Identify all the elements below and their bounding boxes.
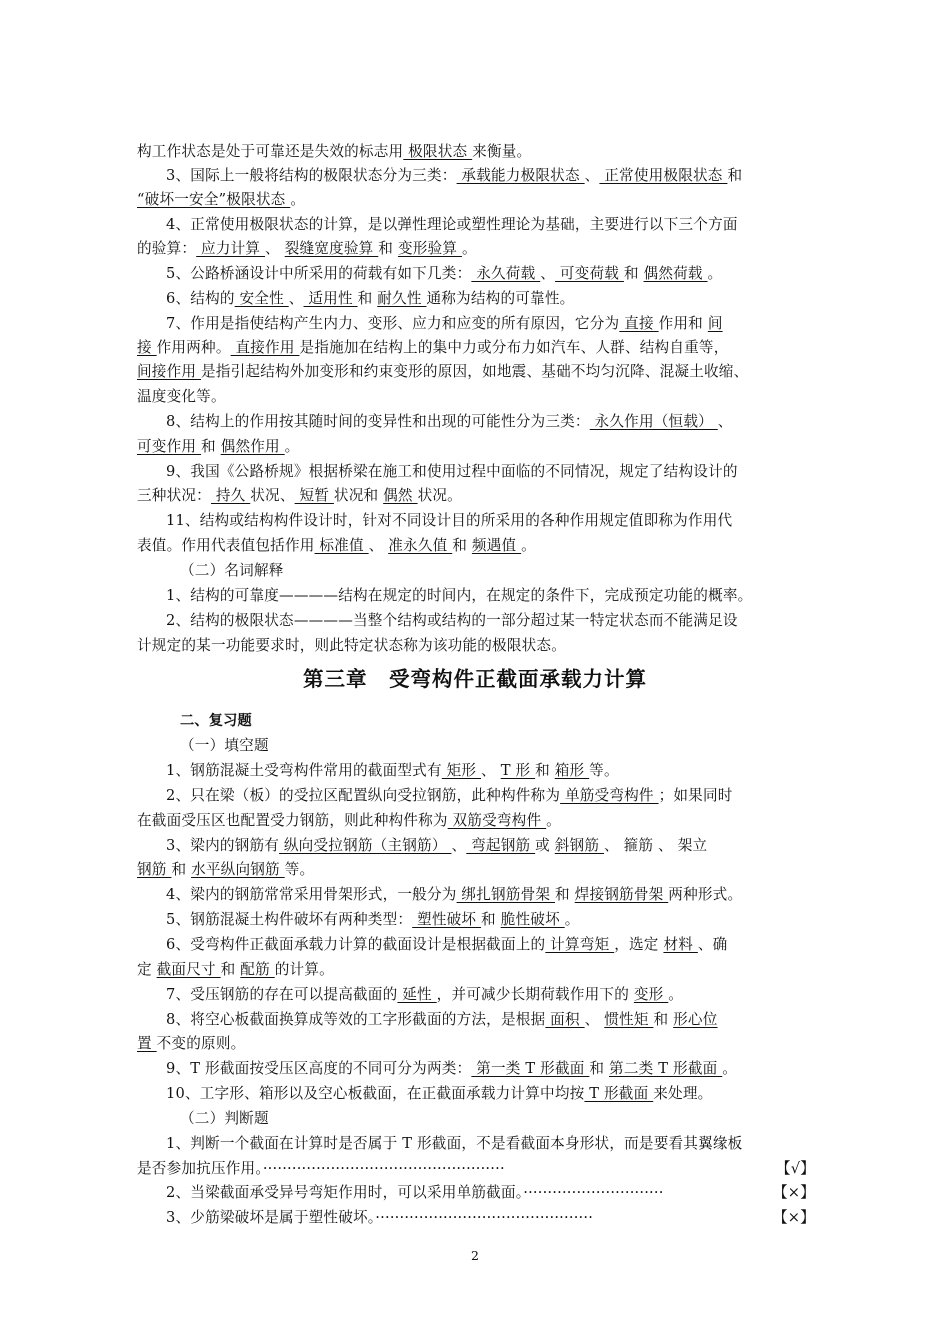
- line-text: 和: [171, 861, 192, 878]
- page-number: 2: [471, 1248, 479, 1263]
- line-text: 、: [481, 762, 501, 779]
- line-text: 。: [546, 812, 561, 829]
- line-text: 、 箍筋 、 架立: [604, 837, 708, 854]
- line-text: 三种状况：: [137, 487, 211, 504]
- line-text: 、: [451, 837, 467, 854]
- line-text: 。: [290, 191, 306, 208]
- answer-blank: 安全性: [234, 290, 289, 307]
- text-line: [137, 634, 815, 658]
- judgement-answer: 【√】: [775, 1160, 815, 1177]
- line-text: 、: [265, 240, 285, 257]
- text-line: [166, 410, 815, 434]
- text-line: [137, 1157, 815, 1181]
- chapter-title: 第三章 受弯构件正截面承载力计算: [303, 667, 647, 691]
- line-text: 。: [722, 1060, 738, 1077]
- judgement-answer: 【×】: [772, 1184, 815, 1201]
- line-text: 8、将空心板截面换算成等效的工字形截面的方法，是根据: [166, 1011, 546, 1028]
- answer-blank: 惯性矩: [604, 1011, 654, 1028]
- line-text: 6、结构的: [166, 290, 235, 307]
- line-text: 是指引起结构外加变形和约束变形的原因，如地震、基础不均匀沉降、混凝土收缩、: [201, 363, 749, 380]
- line-text: 9、我国《公路桥规》根据桥梁在施工和使用过程中面临的不同情况，规定了结构设计的: [166, 463, 738, 480]
- answer-blank: 水平纵向钢筋: [191, 861, 285, 878]
- text-line: [166, 312, 815, 336]
- text-line: [137, 1032, 815, 1056]
- line-text: 表值。作用代表值包括作用: [137, 537, 315, 554]
- answer-blank: 形心位: [673, 1011, 718, 1028]
- line-text: 状况。: [417, 487, 462, 504]
- answer-blank: 偶然作用: [220, 438, 285, 455]
- answer-blank: 永久作用（恒载）: [589, 413, 718, 430]
- answer-blank: 单筋受弯构件: [560, 787, 659, 804]
- line-text: 2、结构的极限状态————当整个结构或结构的一部分超过某一特定状态而不能满足设: [166, 612, 738, 629]
- answer-blank: 永久荷载: [471, 265, 541, 282]
- line-text: 作用两种。: [156, 339, 231, 356]
- answer-blank: 承载能力极限状态: [456, 167, 585, 184]
- text-line: [166, 262, 815, 286]
- line-text: 和: [555, 886, 575, 903]
- answer-blank: 焊接钢筋骨架: [574, 886, 669, 903]
- line-text: 11、结构或结构构件设计时，针对不同设计目的所采用的各种作用规定值即称为作用代: [166, 512, 733, 529]
- text-line: [166, 1132, 815, 1156]
- text-line: [166, 784, 815, 808]
- line-text: 在截面受压区也配置受力钢筋，则此种构件称为: [137, 812, 448, 829]
- answer-blank: 截面尺寸: [156, 961, 221, 978]
- answer-blank: 耐久性: [377, 290, 427, 307]
- line-text: 和: [727, 167, 743, 184]
- line-text: 。: [461, 240, 477, 257]
- line-text: 和: [452, 537, 472, 554]
- text-line: [137, 435, 815, 459]
- answer-blank: 变形: [633, 986, 669, 1003]
- text-line: [166, 609, 815, 633]
- line-text: 8、结构上的作用按其随时间的变异性和出现的可能性分为三类：: [166, 413, 590, 430]
- line-text: 、: [584, 1011, 605, 1028]
- line-text: 的验算：: [137, 240, 197, 257]
- text-line: [166, 509, 815, 533]
- line-text: ，选定: [614, 936, 664, 953]
- text-line: [166, 883, 815, 907]
- line-text: 、: [368, 537, 389, 554]
- answer-blank: 可变作用: [137, 438, 202, 455]
- text-line: [166, 287, 815, 311]
- text-line: [166, 834, 815, 858]
- text-line: [166, 933, 815, 957]
- answer-blank: 材料: [663, 936, 698, 953]
- judgement-answer: 【×】: [772, 1209, 815, 1226]
- text-line: [166, 1206, 815, 1230]
- line-text: 、: [717, 413, 733, 430]
- text-line: [180, 734, 815, 758]
- answer-blank: 适用性: [303, 290, 358, 307]
- line-text: 3、国际上一般将结构的极限状态分为三类：: [166, 167, 457, 184]
- text-line: [137, 237, 815, 261]
- answer-blank: 接: [137, 339, 157, 356]
- line-text: 、确: [697, 936, 728, 953]
- answer-blank: 标准值: [314, 537, 369, 554]
- answer-blank: 箱形: [554, 762, 590, 779]
- line-text: ，并可减少长期荷载作用下的: [436, 986, 634, 1003]
- line-text: 和: [357, 290, 378, 307]
- line-text: 1、结构的可靠度————结构在规定的时间内，在规定的条件下，完成预定功能的概率。: [166, 587, 753, 604]
- answer-blank: 矩形: [441, 762, 482, 779]
- line-text: 是指施加在结构上的集中力或分布力如汽车、人群、结构自重等，: [299, 339, 729, 356]
- text-line: [180, 1107, 815, 1131]
- text-line: [166, 1082, 815, 1106]
- answer-blank: 置: [137, 1035, 157, 1052]
- answer-blank: 配筋: [240, 961, 275, 978]
- answer-blank: 正常使用极限状态: [599, 167, 728, 184]
- line-text: 5、公路桥涵设计中所采用的荷载有如下几类：: [166, 265, 472, 282]
- answer-blank: 频遇值: [471, 537, 522, 554]
- line-text: 10、工字形、箱形以及空心板截面，在正截面承载力计算中均按: [166, 1085, 585, 1102]
- line-text: 两种形式。: [668, 886, 743, 903]
- text-line: [166, 164, 815, 188]
- line-text: 等。: [284, 861, 315, 878]
- line-text: 通称为结构的可靠性。: [426, 290, 575, 307]
- line-text: 5、钢筋混凝土构件破坏有两种类型：: [166, 911, 413, 928]
- text-line: [137, 534, 815, 558]
- line-text: 和: [481, 911, 501, 928]
- answer-blank: 钢筋: [137, 861, 172, 878]
- line-text: 等。: [589, 762, 619, 779]
- line-text: 9、T 形截面按受压区高度的不同可分为两类：: [166, 1060, 472, 1077]
- line-text: 。: [284, 438, 300, 455]
- text-line: [180, 559, 815, 583]
- answer-blank: 偶然荷载: [643, 265, 708, 282]
- text-line: [137, 188, 815, 212]
- line-text: 状况、: [250, 487, 295, 504]
- line-text: 计规定的某一功能要求时，则此特定状态称为该功能的极限状态。: [137, 637, 567, 654]
- line-text: 和: [201, 438, 221, 455]
- text-line: [166, 908, 815, 932]
- text-line: [137, 858, 815, 882]
- line-text: 。: [521, 537, 536, 554]
- text-line: [137, 958, 815, 982]
- answer-blank: 直接: [619, 315, 659, 332]
- answer-blank: 纵向受拉钢筋（主钢筋）: [279, 837, 452, 854]
- line-text: 、: [288, 290, 304, 307]
- text-line: [137, 484, 815, 508]
- answer-blank: 延性: [397, 986, 437, 1003]
- line-text: 。: [668, 986, 684, 1003]
- line-text: 温度变化等。: [137, 388, 226, 405]
- line-text: 构工作状态是处于可靠还是失效的标志用: [137, 143, 404, 160]
- answer-blank: 裂缝宽度验算: [284, 240, 379, 257]
- line-text: （二）判断题: [180, 1110, 269, 1127]
- line-text: 。: [707, 265, 723, 282]
- answer-blank: 短暂: [294, 487, 334, 504]
- answer-blank: 间: [707, 315, 723, 332]
- line-text: 、: [540, 265, 556, 282]
- text-line: [166, 1057, 815, 1081]
- line-text: 状况和: [333, 487, 384, 504]
- line-text: 3、梁内的钢筋有: [166, 837, 280, 854]
- answer-blank: 极限状态: [403, 143, 473, 160]
- text-line: [137, 140, 815, 164]
- line-text: 二、复习题: [180, 713, 252, 729]
- line-text: （一）填空题: [180, 737, 269, 754]
- line-text: 和: [623, 265, 644, 282]
- answer-blank: 弯起钢筋: [466, 837, 536, 854]
- answer-blank: 第二类 T 形截面: [609, 1060, 723, 1077]
- text-line: [166, 460, 815, 484]
- line-text: 来处理。: [653, 1085, 713, 1102]
- answer-blank: 准永久值: [388, 537, 453, 554]
- line-text: 。: [564, 911, 580, 928]
- line-text: 1、钢筋混凝土受弯构件常用的截面型式有: [166, 762, 442, 779]
- answer-blank: T 形: [500, 762, 536, 779]
- text-line: [180, 709, 815, 733]
- line-text: 2、当梁截面承受异号弯矩作用时，可以采用单筋截面。·····························: [166, 1184, 664, 1201]
- line-text: 4、正常使用极限状态的计算，是以弹性理论或塑性理论为基础，主要进行以下三个方面: [166, 216, 738, 233]
- answer-blank: 斜钢筋: [554, 837, 604, 854]
- line-text: （二）名词解释: [180, 562, 284, 579]
- answer-blank: T 形截面: [584, 1085, 654, 1102]
- answer-blank: 计算弯矩: [545, 936, 615, 953]
- line-text: 6、受弯构件正截面承载力计算的截面设计是根据截面上的: [166, 936, 546, 953]
- answer-blank: 应力计算: [196, 240, 266, 257]
- answer-blank: 双筋受弯构件: [447, 812, 547, 829]
- line-text: 7、受压钢筋的存在可以提高截面的: [166, 986, 398, 1003]
- line-text: 作用和: [658, 315, 708, 332]
- line-text: 的计算。: [274, 961, 334, 978]
- answer-blank: 面积: [545, 1011, 585, 1028]
- line-text: 和: [653, 1011, 674, 1028]
- line-text: 是否参加抗压作用。··················································: [137, 1160, 505, 1177]
- line-text: 3、少筋梁破坏是属于塑性破坏。·············································: [166, 1209, 594, 1226]
- text-line: [137, 360, 815, 384]
- line-text: 2、只在梁（板）的受拉区配置纵向受拉钢筋，此种构件称为: [166, 787, 561, 804]
- answer-blank: 可变荷载: [555, 265, 624, 282]
- text-line: [166, 1181, 815, 1205]
- answer-blank: “破坏一安全”极限状态: [137, 191, 291, 208]
- line-text: 7、作用是指使结构产生内力、变形、应力和应变的所有原因，它分为: [166, 315, 620, 332]
- line-text: 和: [535, 762, 555, 779]
- text-line: [166, 1008, 815, 1032]
- line-text: 4、梁内的钢筋常常采用骨架形式，一般分为: [166, 886, 457, 903]
- line-text: ；如果同时: [658, 787, 733, 804]
- answer-blank: 变形验算: [397, 240, 462, 257]
- answer-blank: 偶然: [383, 487, 418, 504]
- line-text: 和: [589, 1060, 610, 1077]
- line-text: 、: [584, 167, 600, 184]
- answer-blank: 直接作用: [230, 339, 300, 356]
- text-line: [166, 759, 815, 783]
- answer-blank: 塑性破坏: [412, 911, 482, 928]
- line-text: 不变的原则。: [156, 1035, 246, 1052]
- text-line: [137, 336, 815, 360]
- answer-blank: 间接作用: [137, 363, 202, 380]
- answer-blank: 脆性破坏: [500, 911, 565, 928]
- answer-blank: 持久: [210, 487, 251, 504]
- line-text: 和: [378, 240, 398, 257]
- line-text: 定: [137, 961, 157, 978]
- text-line: [137, 385, 815, 409]
- answer-blank: 绑扎钢筋骨架: [456, 886, 556, 903]
- line-text: 和: [220, 961, 241, 978]
- line-text: 来衡量。: [472, 143, 532, 160]
- line-text: 1、判断一个截面在计算时是否属于 T 形截面，不是看截面本身形状，而是要看其翼缘板: [166, 1135, 743, 1152]
- text-line: [137, 809, 815, 833]
- text-line: [166, 213, 815, 237]
- answer-blank: 第一类 T 形截面: [471, 1060, 590, 1077]
- text-line: [166, 584, 815, 608]
- text-line: [166, 983, 815, 1007]
- line-text: 或: [535, 837, 555, 854]
